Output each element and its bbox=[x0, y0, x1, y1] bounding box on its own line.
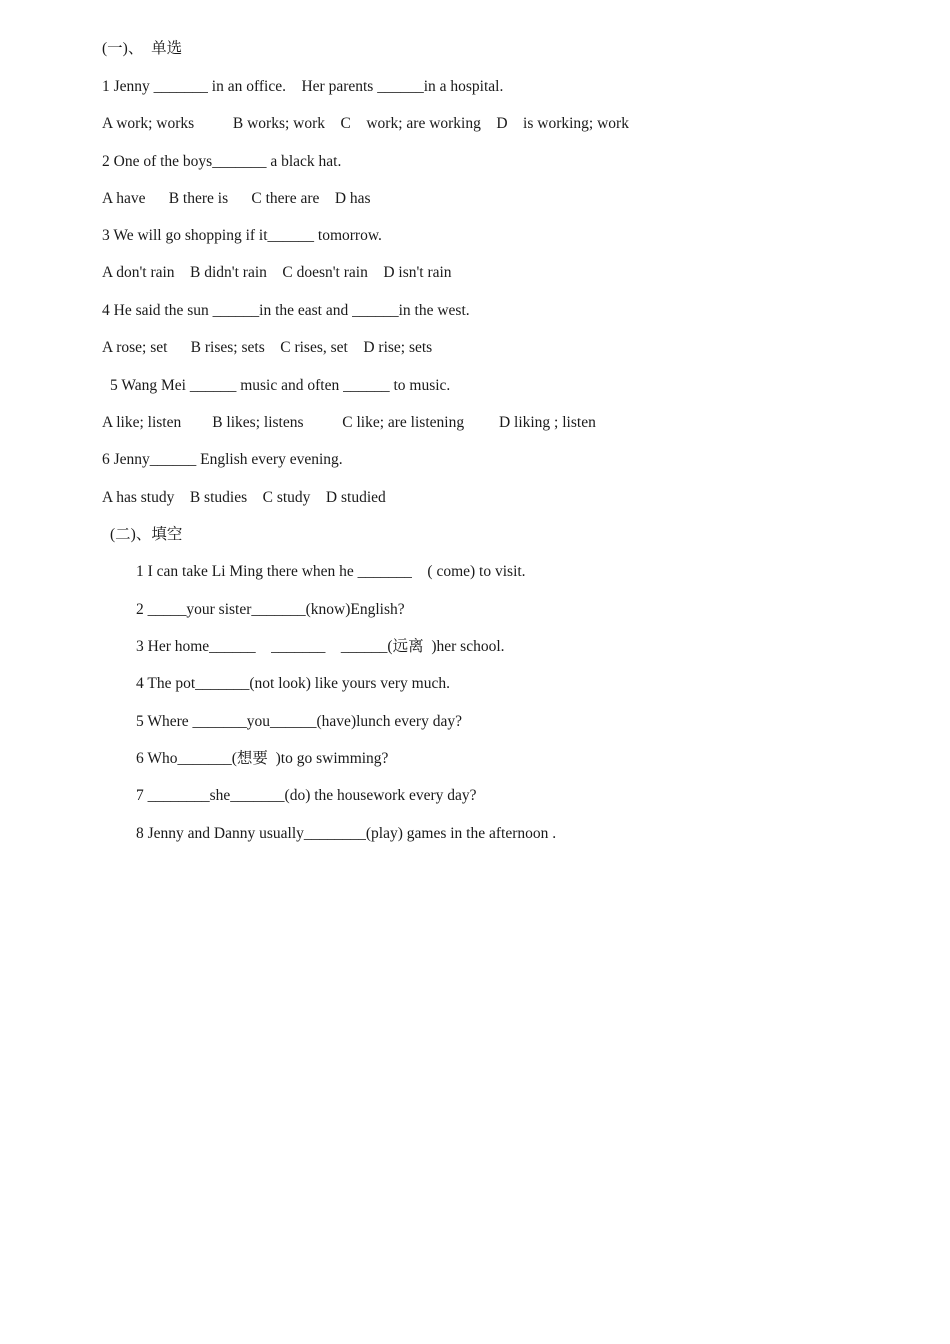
question-6-stem: 6 Jenny______ English every evening. bbox=[102, 451, 343, 468]
question-5-options: A like; listen B likes; listens C like; are listening D liking ; listen bbox=[102, 414, 596, 431]
fill-item-2: 2 _____your sister_______(know)English? bbox=[136, 601, 405, 618]
question-4-options: A rose; set B rises; sets C rises, set D rise; sets bbox=[102, 339, 433, 356]
question-5-stem: 5 Wang Mei ______ music and often ______ to music. bbox=[110, 377, 451, 394]
fill-item-4: 4 The pot_______(not look) like yours very much. bbox=[136, 675, 450, 692]
fill-item-5: 5 Where _______you______(have)lunch every day? bbox=[136, 713, 462, 730]
fill-item-7: 7 ________she_______(do) the housework every day? bbox=[136, 787, 477, 804]
fill-item-1: 1 I can take Li Ming there when he _______ ( come) to visit. bbox=[136, 563, 526, 580]
question-1-options: A work; works B works; work C work; are working D is working; work bbox=[102, 115, 629, 132]
fill-item-6: 6 Who_______(想要 )to go swimming? bbox=[136, 750, 389, 767]
question-4-stem: 4 He said the sun ______in the east and ______in the west. bbox=[102, 302, 470, 319]
question-2-options: A have B there is C there are D has bbox=[102, 190, 371, 207]
question-3-stem: 3 We will go shopping if it______ tomorrow. bbox=[102, 227, 382, 244]
section-heading-fill-in: (二)、填空 bbox=[110, 526, 183, 543]
question-1-stem: 1 Jenny _______ in an office. Her parents ______in a hospital. bbox=[102, 78, 504, 95]
question-3-options: A don't rain B didn't rain C doesn't rain D isn't rain bbox=[102, 264, 452, 281]
question-6-options: A has study B studies C study D studied bbox=[102, 489, 386, 506]
fill-item-8: 8 Jenny and Danny usually________(play) games in the afternoon . bbox=[136, 825, 557, 842]
question-2-stem: 2 One of the boys_______ a black hat. bbox=[102, 153, 342, 170]
section-heading-single-choice: (一)、 单选 bbox=[102, 40, 183, 57]
fill-item-3: 3 Her home______ _______ ______(远离 )her school. bbox=[136, 638, 505, 655]
